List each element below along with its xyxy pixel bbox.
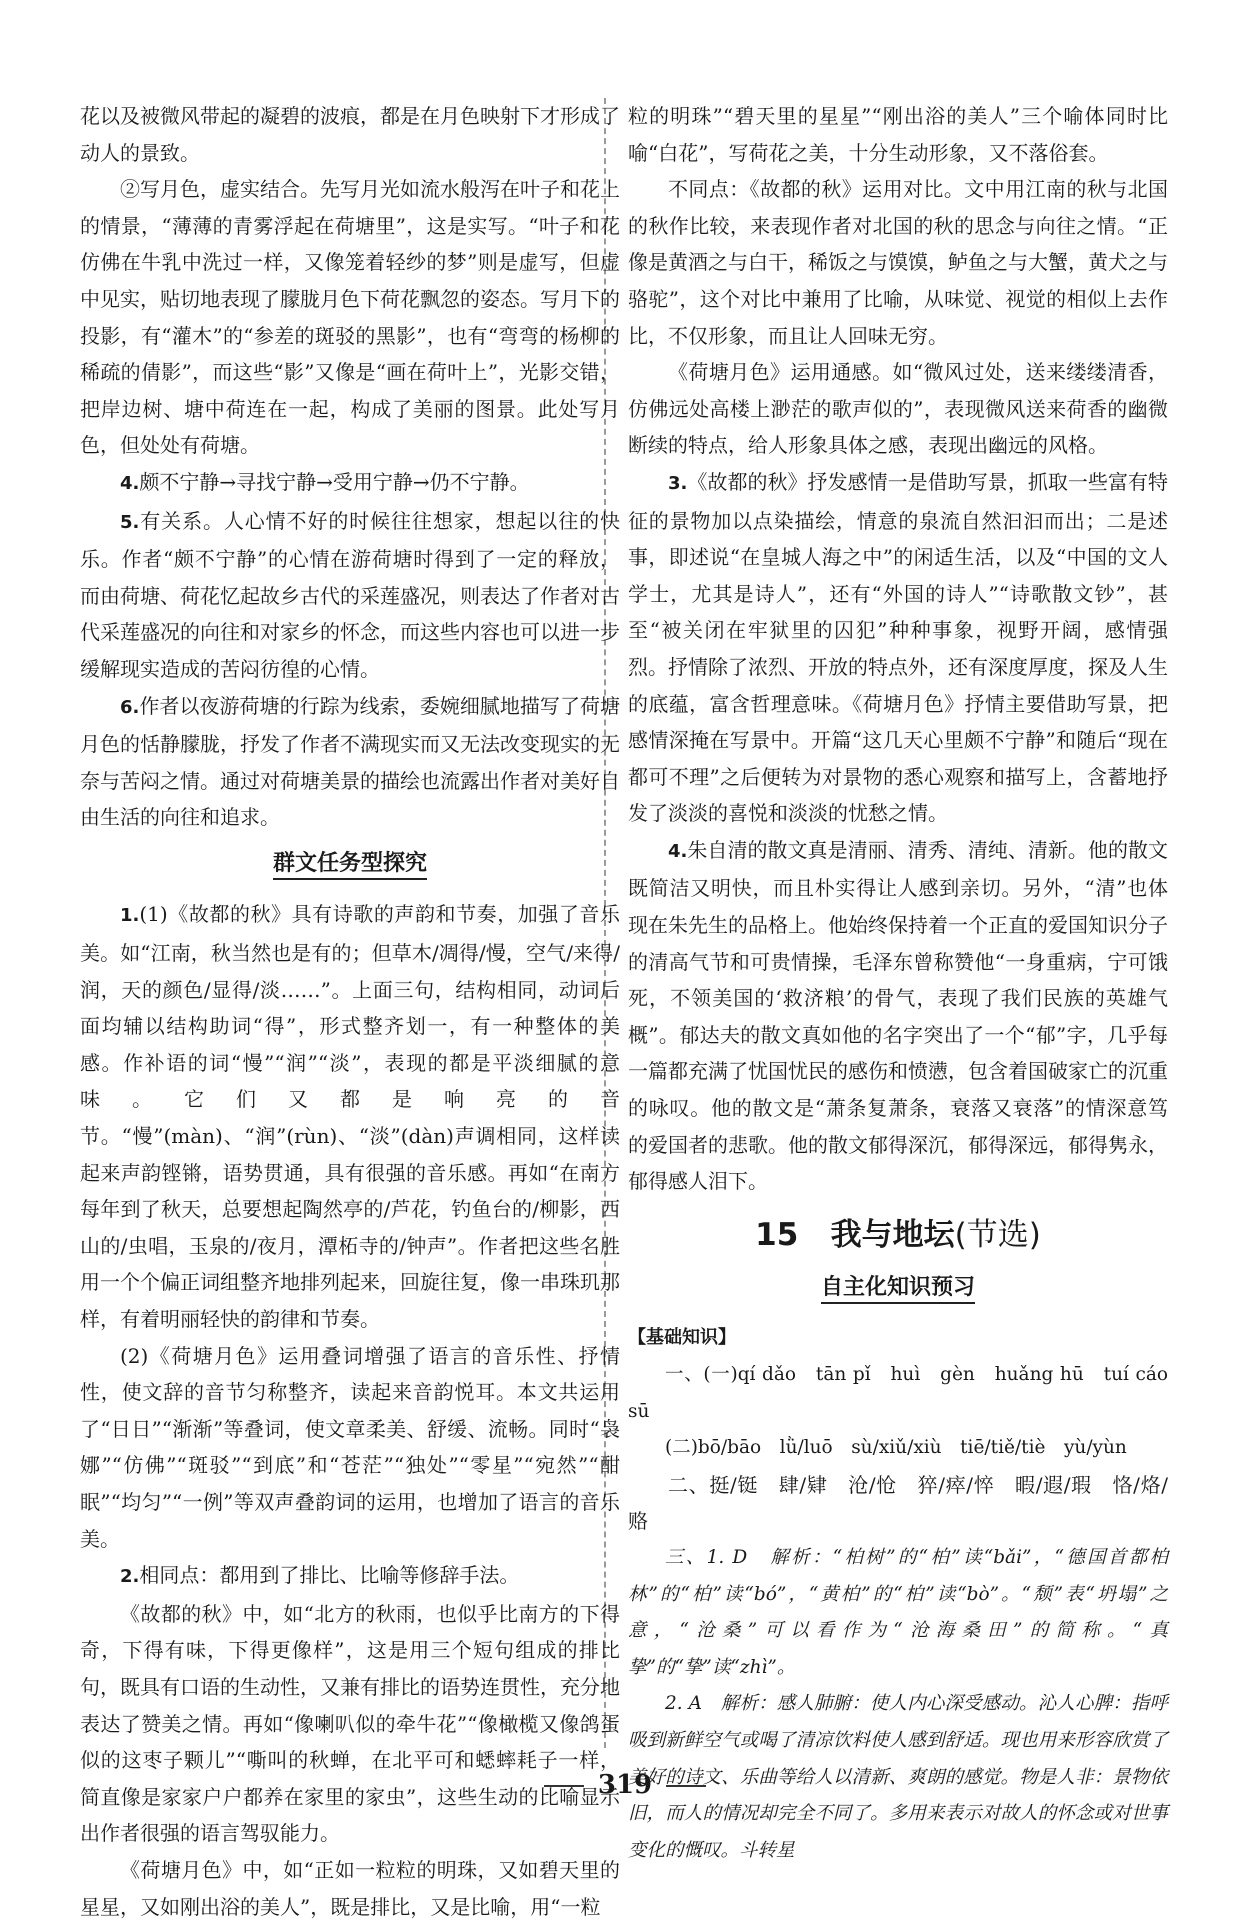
page-number: 319	[597, 1770, 653, 1800]
paragraph: (2)《荷塘月色》运用叠词增强了语言的音乐性、抒情性，使文辞的音节匀称整齐，读起来音韵悦耳。本文共运用了“日日”“渐渐”等叠词，使文章柔美、舒缓、流畅。同时“袅娜”“仿佛”“斑驳”“到底”和“苍茫”“独处”“零星”“宛然”“酣眠”“均匀”“一例”等双声叠韵词的运用，也增加了语言的音乐美。	[80, 1343, 620, 1551]
footer-dash-right	[666, 1785, 706, 1787]
answer-item	[628, 464, 1168, 832]
answer-text: 作者以夜游荷塘的行踪为线索，委婉细腻地描写了荷塘月色的恬静朦胧，抒发了作者不满现实而又无法改变现实的无奈与苦闷之情。通过对荷塘美景的描绘也流露出作者对美好自由生活的向往和追求。	[80, 693, 620, 830]
answer-number: 5.	[120, 511, 140, 533]
answer-text: 有关系。人心情不好的时候往往想家，想起以往的快乐。作者“颇不宁静”的心情在游荷塘时得到了一定的释放，而由荷塘、荷花忆起故乡古代的采莲盛况，则表达了作者对古代采莲盛况的向往和对家乡的怀念，而这些内容也可以进一步缓解现实造成的苦闷彷徨的心情。	[80, 508, 620, 681]
answer-item	[628, 832, 1168, 1200]
answer-number: 4.	[120, 472, 140, 494]
answer-text: (1)《故都的秋》具有诗歌的声韵和节奏，加强了音乐美。如“江南，秋当然也是有的；但草木/凋得/慢，空气/来得/润，天的颜色/显得/淡……”。上面三句，结构相同，动词后面均辅以结构助词“得”，形式整齐划一，有一种整体的美感。作补语的词“慢”“润”“淡”，表现的都是平淡细腻的意味。它们又都是响亮的音节。“慢”(màn)、“润”(rùn)、“淡”(dàn)声调相同，这样读起来声韵铿锵，语势贯通，具有很强的音乐感。再如“在南方每年到了秋天，总要想起陶然亭的/芦花，钓鱼台的/柳影，西山的/虫唱，玉泉的/夜月，潭柘寺的/钟声”。作者把这些名胜用一个个偏正词组整齐地排列起来，回旋往复，像一串珠玑那样，有着明丽轻快的韵律和节奏。	[80, 902, 620, 1331]
answer-number: 3.	[668, 472, 688, 494]
answer-text: 朱自清的散文真是清丽、清秀、清纯、清新。他的散文既简洁又明快，而且朴实得让人感到亲切。另外，“清”也体现在朱先生的品格上。他始终保持着一个正直的爱国知识分子的清高气节和可贵情操，毛泽东曾称赞他“一身重病，宁可饿死，不领美国的‘救济粮’的骨气，表现了我们民族的英雄气概”。郁达夫的散文真如他的名字突出了一个“郁”字，几乎每一篇都充满了忧国忧民的感伤和愤懑，包含着国破家亡的沉重的咏叹。他的散文是“萧条复萧条，衰落又衰落”的情深意笃的爱国者的悲歌。他的散文郁得深沉，郁得深远，郁得隽永，郁得感人泪下。	[628, 837, 1168, 1194]
section-title-text: 自主化知识预习	[821, 1275, 975, 1304]
lesson-subtitle: (节选)	[954, 1216, 1041, 1253]
paragraph: 《荷塘月色》中，如“正如一粒粒的明珠，又如碧天里的星星，又如刚出浴的美人”，既是排比，又是比喻，用“一粒	[80, 1857, 620, 1919]
section-title	[628, 1270, 1168, 1307]
answer-item	[80, 1557, 620, 1596]
paragraph: 《荷塘月色》运用通感。如“微风过处，送来缕缕清香，仿佛远处高楼上渺茫的歌声似的”，表现微风送来荷香的幽微断续的特点，给人形象具体之感，表现出幽远的风格。	[628, 360, 1168, 458]
answer-item	[80, 464, 620, 503]
footer-dash-left	[544, 1785, 584, 1787]
lesson-number: 15	[755, 1216, 799, 1253]
paragraph: ②写月色，虚实结合。先写月光如流水般泻在叶子和花上的情景，“薄薄的青雾浮起在荷塘里”，这是实写。“叶子和花仿佛在牛乳中洗过一样，又像笼着轻纱的梦”则是虚写，但虚中见实，贴切地表现了朦胧月色下荷花飘忽的姿态。写月下的投影，有“灌木”的“参差的斑驳的黑影”，也有“弯弯的杨柳的稀疏的倩影”，而这些“影”又像是“画在荷叶上”，光影交错，把岸边树、塘中荷连在一起，构成了美丽的图景。此处写月色，但处处有荷塘。	[80, 177, 620, 458]
answer-item: 三、1. D 解析：“柏树”的“柏”读“bǎi”，“德国首都柏林”的“柏”读“bó”，“黄柏”的“柏”读“bò”。“颓”表“坍塌”之意，“沧桑”可以看作为“沧海桑田”的简称。“真挚”的“挚”读“zhì”。	[628, 1546, 1168, 1678]
paragraph: 粒的明珠”“碧天里的星星”“刚出浴的美人”三个喻体同时比喻“白花”，写荷花之美，十分生动形象，又不落俗套。	[628, 104, 1168, 165]
answer-number: 1.	[120, 905, 140, 927]
answer-item: 2. A 解析：感人肺腑：使人内心深受感动。沁人心脾：指呼吸到新鲜空气或喝了清凉饮料使人感到舒适。现也用来形容欣赏了美好的诗文、乐曲等给人以清新、爽朗的感觉。物是人非：景物依旧，而人的情况却完全不同了。多用来表示对故人的怀念或对世事变化的慨叹。斗转星	[628, 1693, 1168, 1861]
section-title	[80, 846, 620, 883]
paragraph: 花以及被微风带起的凝碧的波痕，都是在月色映射下才形成了动人的景致。	[80, 104, 620, 165]
answer-item: 一、(一)qí dǎo tān pǐ huì gèn huǎng hū tuí cáo sū	[628, 1364, 1187, 1422]
answer-number: 6.	[120, 696, 140, 718]
answer-text: 《故都的秋》抒发感情一是借助写景，抓取一些富有特征的景物加以点染描绘，情意的泉流自然汩汩而出；二是述事，即述说“在皇城人海之中”的闲适生活，以及“中国的文人学士，尤其是诗人”，还有“外国的诗人”“诗歌散文钞”，甚至“被关闭在牢狱里的囚犯”种种事象，视野开阔，感情强烈。抒情除了浓烈、开放的特点外，还有深度厚度，探及人生的底蕴，富含哲理意味。《荷塘月色》抒情主要借助写景，把感情深掩在写景中。开篇“这几天心里颇不宁静”和随后“现在都可不理”之后便转为对景物的悉心观察和描写上，含蓄地抒发了淡淡的喜悦和淡淡的忧愁之情。	[628, 469, 1168, 826]
answer-item: 二、挺/铤 肆/肄 沧/怆 猝/瘁/悴 暇/遐/瑕 恪/烙/赂	[628, 1472, 1168, 1534]
answer-item	[80, 896, 620, 1337]
answer-number: 2.	[120, 1566, 140, 1588]
right-column	[628, 98, 1187, 1869]
paragraph: 《故都的秋》中，如“北方的秋雨，也似乎比南方的下得奇，下得有味，下得更像样”，这是用三个短句组成的排比句，既具有口语的生动性，又兼有排比的语势连贯性，充分地表达了赞美之情。再如“像喇叭似的牵牛花”“像橄榄又像鸽蛋似的这枣子颗儿”“嘶叫的秋蝉，在北平可和蟋蟀耗子一样，简直像是家家户户都养在家里的家虫”，这些生动的比喻显示出作者很强的语言驾驭能力。	[80, 1601, 620, 1846]
answer-text: 颇不宁静→寻找宁静→受用宁静→仍不宁静。	[139, 469, 530, 494]
answer-number: 4.	[668, 840, 688, 862]
paragraph: 不同点：《故都的秋》运用对比。文中用江南的秋与北国的秋作比较，来表现作者对北国的秋的思念与向往之情。“正像是黄酒之与白干，稀饭之与馍馍，鲈鱼之与大蟹，黄犬之与骆驼”，这个对比中兼用了比喻，从味觉、视觉的相似上去作比，不仅形象，而且让人回味无穷。	[628, 177, 1168, 348]
section-title-text: 群文任务型探究	[273, 851, 427, 880]
answer-item: (二)bō/bāo lǜ/luō sù/xiǔ/xiù tiē/tiě/tiè yù/yùn	[665, 1437, 1127, 1459]
answer-item	[80, 503, 620, 688]
page-footer	[0, 1770, 1250, 1800]
lesson-name: 我与地坛	[830, 1216, 955, 1253]
box-title: 【基础知识】	[628, 1327, 736, 1349]
left-column	[80, 98, 620, 1925]
answer-text: 相同点：都用到了排比、比喻等修辞手法。	[139, 1563, 520, 1588]
answer-item	[80, 688, 620, 836]
lesson-title	[628, 1210, 1168, 1260]
